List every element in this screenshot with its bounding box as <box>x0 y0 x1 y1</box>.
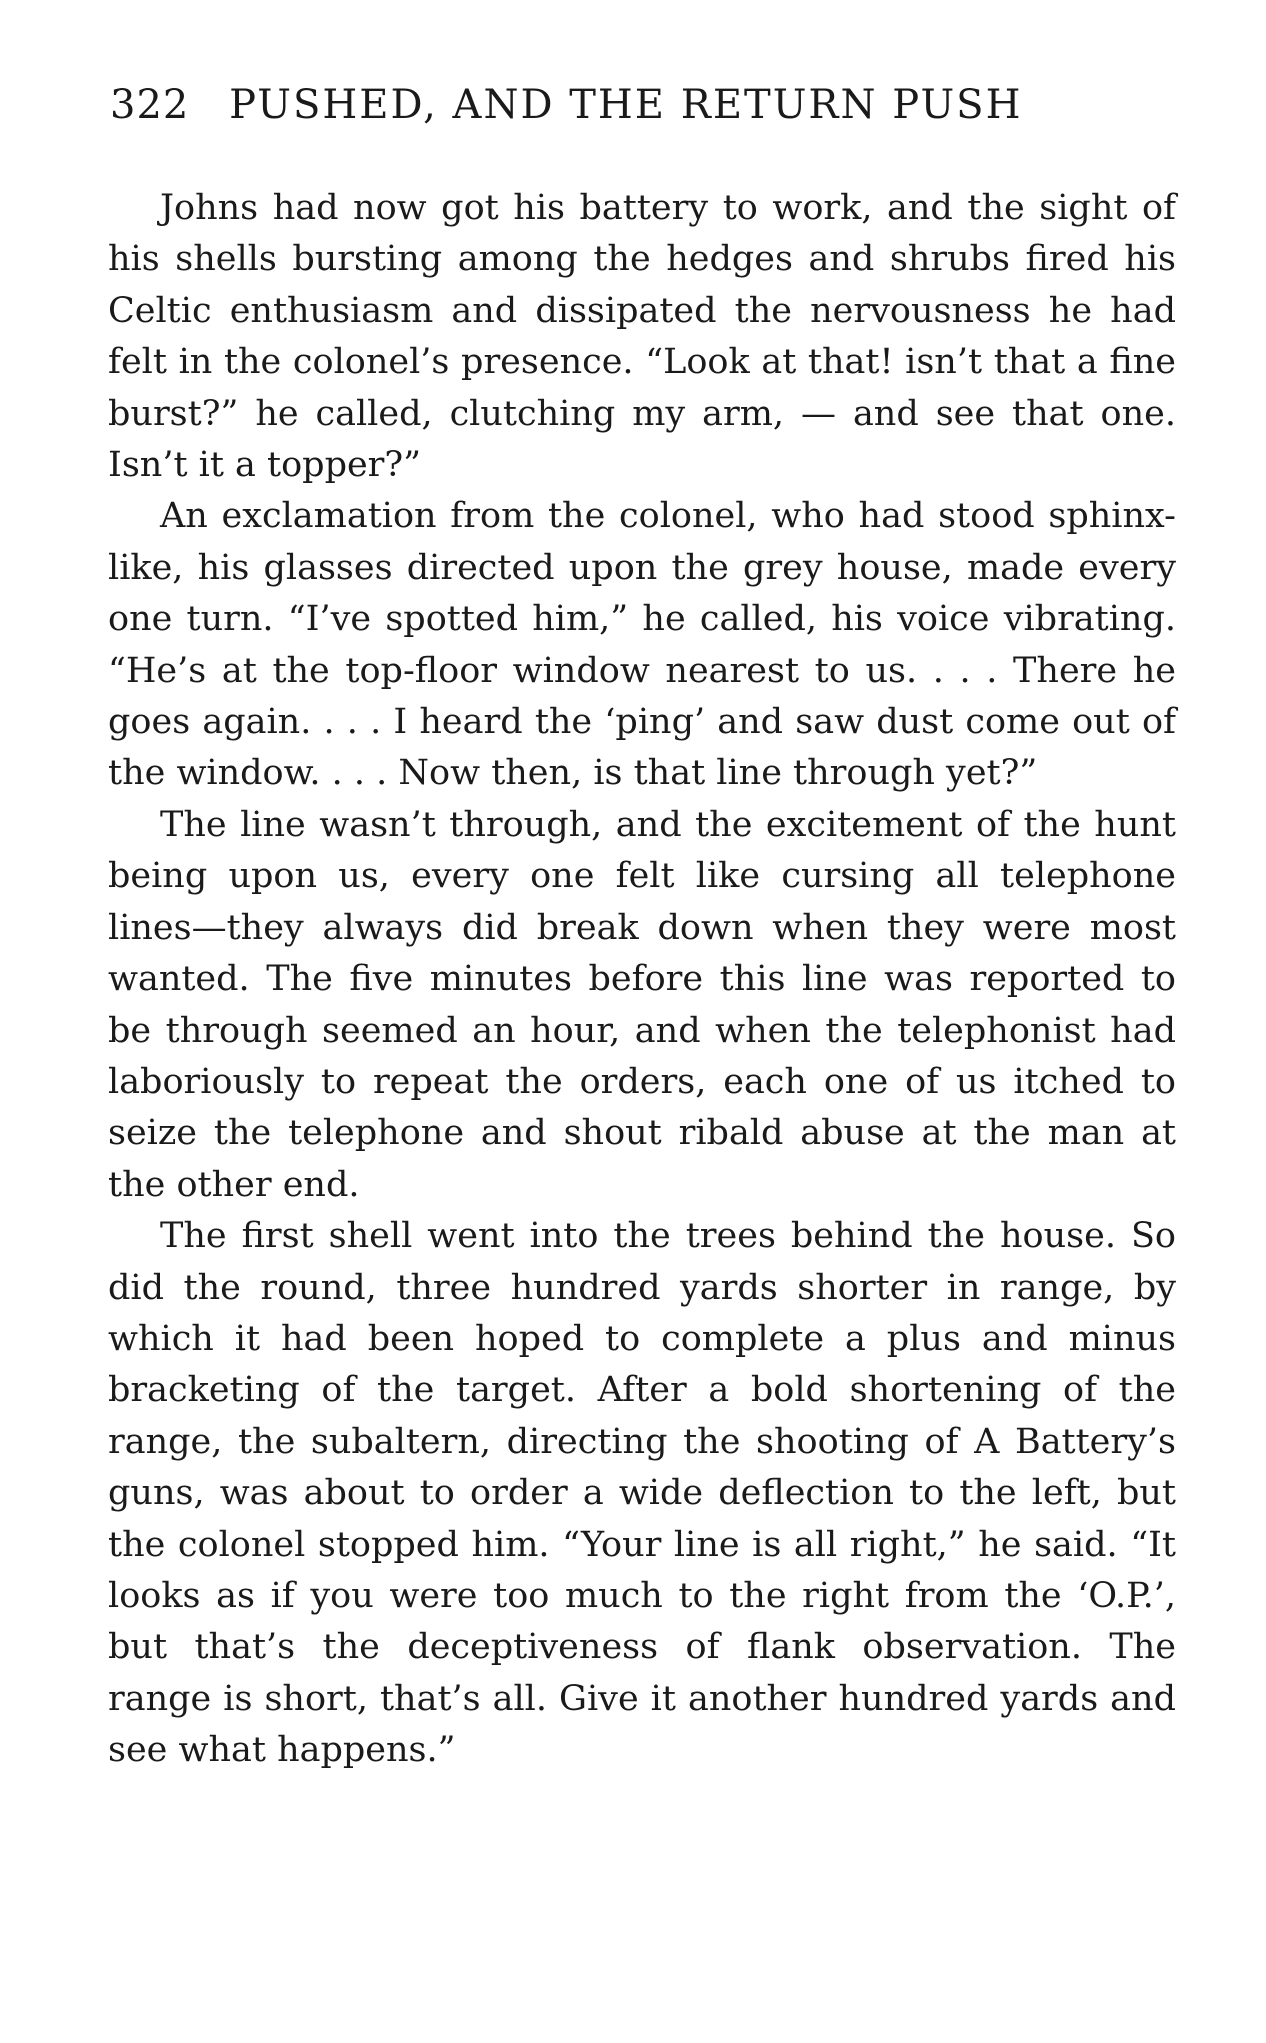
paragraph-3: The line wasn’t through, and the excitement of the hunt being upon us, every one felt like cursing all telephone lines—they always did break down when they were most wanted. The five minutes before this line was reported to be through seemed an hour, and when the telephonist had laboriously to repeat the orders, each one of us itched to seize the telephone and shout ribald abuse at the man at the other end. <box>108 804 1176 1205</box>
paragraph-4: The first shell went into the trees behind the house. So did the round, three hundred yards shorter in range, by which it had been hoped to complete a plus and minus bracketing of the target. After a bold shortening of the range, the subaltern, directing the shooting of A Battery’s guns, was about to order a wide deflection to the left, but the colonel stopped him. “Your line is all right,” he said. “It looks as if you were too much to the right from the ‘O.P.’, but that’s the deceptiveness of flank observation. The range is short, that’s all. Give it another hundred yards and see what happens.” <box>108 1216 1176 1771</box>
paragraph-2: An exclamation from the colonel, who had stood sphinx-like, his glasses directed upon the grey house, made every one turn. “I’ve spotted him,” he called, his voice vibrating. “He’s at the top-floor window nearest to us. . . . There he goes again. . . . I heard the ‘ping’ and saw dust come out of the window. . . . Now then, is that line through yet?” <box>108 496 1176 794</box>
page-number: 322 <box>110 82 190 128</box>
paragraph-1: Johns had now got his battery to work, and the sight of his shells bursting among the hedges and shrubs fired his Celtic enthusiasm and dissipated the nervousness he had felt in the colonel’s presence. “Look at that! isn’t that a fine burst?” he called, clutching my arm, — and see that one. Isn’t it a topper?” <box>108 188 1176 486</box>
running-head <box>110 82 1160 132</box>
running-title: PUSHED, AND THE RETURN PUSH <box>229 82 1023 128</box>
body-text <box>108 183 1176 1777</box>
